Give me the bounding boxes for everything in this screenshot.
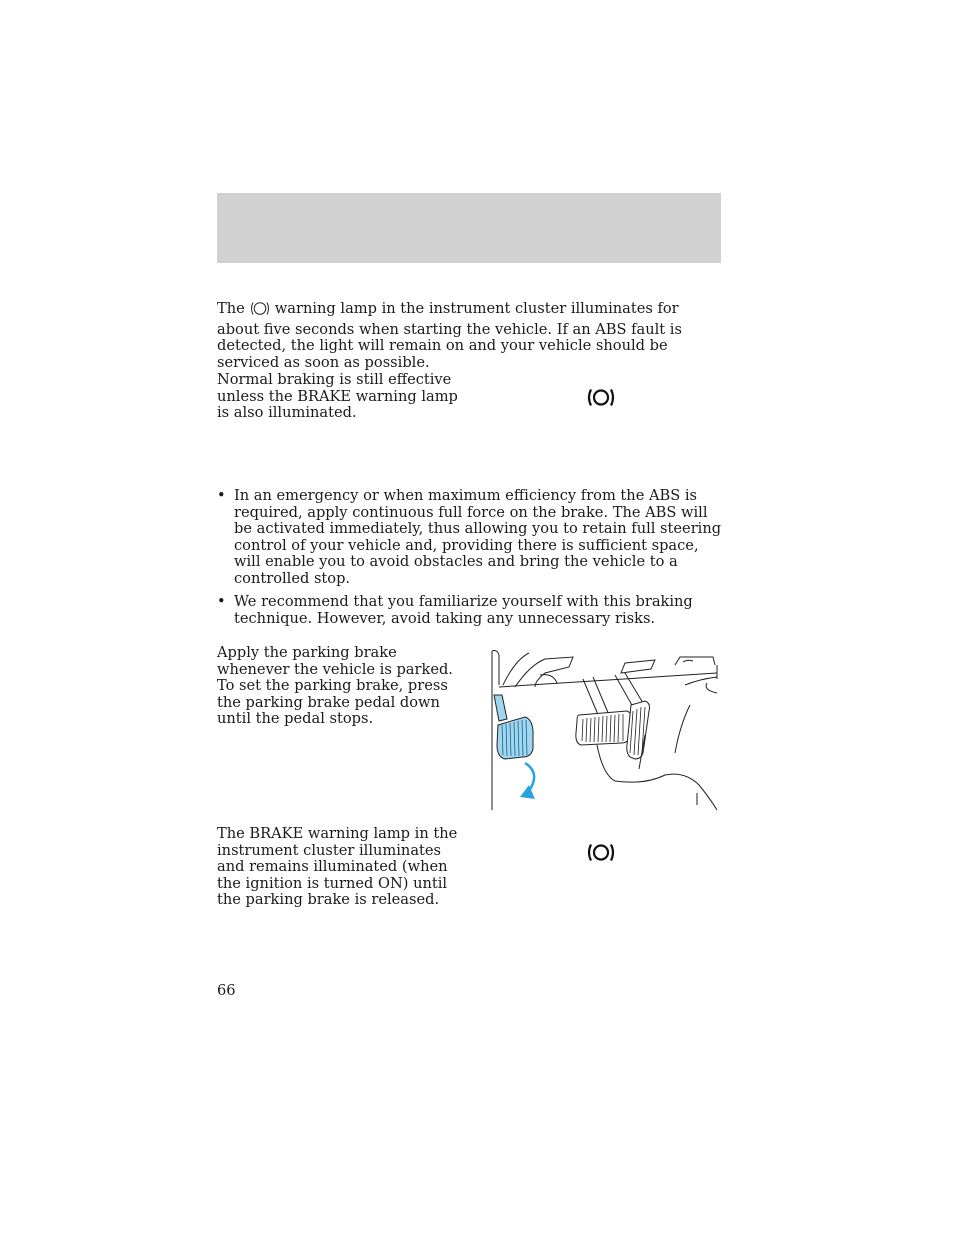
- bullet-symbol: •: [217, 593, 226, 610]
- abs-tips-list: [217, 488, 727, 627]
- parking-brake-pedal-illustration: [485, 645, 721, 817]
- brake-warning-lamp-icon: [585, 387, 617, 412]
- list-item: [217, 488, 727, 587]
- brake-warning-lamp-icon: [585, 842, 617, 867]
- brake-warning-lamp-icon: [249, 300, 271, 322]
- brake-lamp-paragraph: The BRAKE warning lamp in the instrument cluster illuminates and remains illuminated (when the ignition is turned ON) until the parking brake is released.: [217, 825, 458, 908]
- abs-paragraph-body: warning lamp in the instrument cluster illuminates for about five seconds when starting the vehicle. If an ABS fault is detected, the light will remain on and your vehicle should be serviced as soon as possible.: [217, 300, 682, 371]
- section-header-band: [217, 193, 721, 263]
- parking-brake-paragraph: Apply the parking brake whenever the vehicle is parked. To set the parking brake, press the parking brake pedal down until the pedal stops.: [217, 644, 453, 727]
- abs-paragraph: [217, 300, 717, 371]
- list-item: [217, 594, 727, 627]
- list-item-text: In an emergency or when maximum efficiency from the ABS is required, apply continuous full force on the brake. The ABS will be activated immediately, thus allowing you to retain full steering control of your vehicle and, providing there is sufficient space, will enable you to avoid obstacles and bring the vehicle to a controlled stop.: [234, 487, 722, 587]
- normal-braking-paragraph: Normal braking is still effective unless the BRAKE warning lamp is also illuminated.: [217, 371, 458, 421]
- page-number: 66: [217, 982, 236, 999]
- bullet-symbol: •: [217, 487, 226, 504]
- list-item-text: We recommend that you familiarize yourself with this braking technique. However, avoid taking any unnecessary risks.: [234, 593, 693, 627]
- abs-paragraph-lead: The: [217, 300, 245, 317]
